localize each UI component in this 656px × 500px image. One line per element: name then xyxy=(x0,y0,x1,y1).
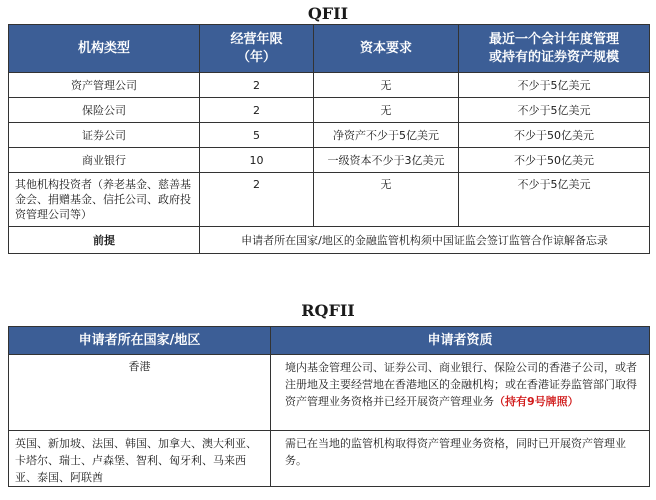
qfii-premise-row xyxy=(9,227,650,254)
rqfii-header-row xyxy=(9,327,650,355)
qfii-cell: 2 xyxy=(200,173,314,227)
rqfii-table xyxy=(8,326,650,487)
table-row xyxy=(9,173,650,227)
qfii-cell: 商业银行 xyxy=(9,148,200,173)
rqfii-qualification-cell xyxy=(271,355,650,431)
qfii-cell: 2 xyxy=(200,98,314,123)
qfii-cell: 无 xyxy=(314,98,459,123)
qfii-header-capital-requirement: 资本要求 xyxy=(314,25,459,73)
qfii-cell: 10 xyxy=(200,148,314,173)
rqfii-region-cell: 英国、新加坡、法国、韩国、加拿大、澳大利亚、卡塔尔、瑞士、卢森堡、智利、匈牙利、马来西亚、泰国、阿联酋 xyxy=(9,431,271,487)
qfii-cell: 一级资本不少于3亿美元 xyxy=(314,148,459,173)
qfii-premise-text: 申请者所在国家/地区的金融监管机构须中国证监会签订监管合作谅解备忘录 xyxy=(200,227,650,254)
table-row xyxy=(9,355,650,431)
table-row xyxy=(9,431,650,487)
rqfii-region-cell: 香港 xyxy=(9,355,271,431)
table-row xyxy=(9,73,650,98)
license-highlight: （持有9号牌照） xyxy=(494,395,579,408)
rqfii-title: RQFII xyxy=(301,301,355,320)
qfii-cell: 不少于5亿美元 xyxy=(459,173,650,227)
qfii-cell: 不少于50亿美元 xyxy=(459,148,650,173)
qfii-premise-label: 前提 xyxy=(9,227,200,254)
qfii-cell: 5 xyxy=(200,123,314,148)
qfii-cell: 无 xyxy=(314,173,459,227)
qfii-cell: 保险公司 xyxy=(9,98,200,123)
qfii-title: QFII xyxy=(307,4,349,23)
qfii-cell: 资产管理公司 xyxy=(9,73,200,98)
rqfii-header-qualification: 申请者资质 xyxy=(271,327,650,355)
qfii-cell: 2 xyxy=(200,73,314,98)
qfii-cell: 不少于5亿美元 xyxy=(459,73,650,98)
qfii-cell: 净资产不少于5亿美元 xyxy=(314,123,459,148)
rqfii-header-region: 申请者所在国家/地区 xyxy=(9,327,271,355)
rqfii-qualification-cell: 需已在当地的监管机构取得资产管理业务资格，同时已开展资产管理业务。 xyxy=(271,431,650,487)
table-row xyxy=(9,148,650,173)
table-row xyxy=(9,123,650,148)
qfii-header-row xyxy=(9,25,650,73)
rqfii-qualification-text: 境内基金管理公司、证券公司、商业银行、保险公司的香港子公司，或者注册地及主要经营地在香港地区的金融机构；或在香港证券监管部门取得资产管理业务资格并已经开展资产管理业务 xyxy=(285,361,637,408)
qfii-cell: 其他机构投资者（养老基金、慈善基金会、捐赠基金、信托公司、政府投资管理公司等） xyxy=(9,173,200,227)
qfii-cell: 证券公司 xyxy=(9,123,200,148)
qfii-header-asset-scale: 最近一个会计年度管理 或持有的证券资产规模 xyxy=(459,25,650,73)
qfii-table xyxy=(8,24,650,254)
qfii-cell: 不少于5亿美元 xyxy=(459,98,650,123)
qfii-cell: 不少于50亿美元 xyxy=(459,123,650,148)
qfii-cell: 无 xyxy=(314,73,459,98)
qfii-header-institution-type: 机构类型 xyxy=(9,25,200,73)
table-row xyxy=(9,98,650,123)
qfii-header-operating-years: 经营年限 （年） xyxy=(200,25,314,73)
